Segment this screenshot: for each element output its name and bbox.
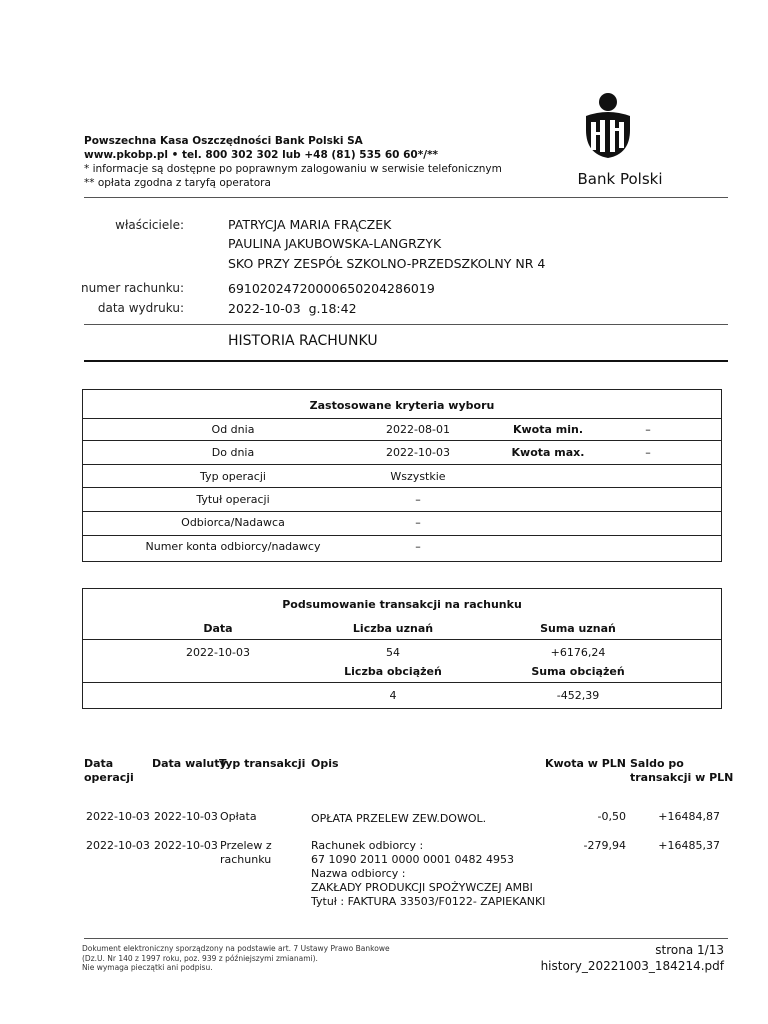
tx-balance: +16484,87	[658, 810, 720, 823]
criteria-value-2: –	[645, 423, 651, 436]
criteria-label: Od dnia	[211, 423, 255, 436]
criteria-label: Do dnia	[211, 446, 255, 459]
criteria-value: –	[415, 493, 421, 506]
bank-note-1: * informacje są dostępne po poprawnym zalogowaniu w serwisie telefonicznym	[84, 163, 502, 175]
footer-legal-1: Dokument elektroniczny sporządzony na podstawie art. 7 Ustawy Prawo Bankowe	[82, 944, 390, 953]
bank-name: Powszechna Kasa Oszczędności Bank Polski SA	[84, 135, 363, 147]
criteria-value: Wszystkie	[390, 470, 446, 483]
summary-credit-sum: +6176,24	[550, 646, 606, 659]
tx-amount: -279,94	[583, 839, 626, 852]
summary-date: 2022-10-03	[186, 646, 250, 659]
col-op-date: Data operacji	[84, 757, 134, 784]
tx-desc: OPŁATA PRZELEW ZEW.DOWOL.	[311, 812, 487, 825]
pko-logo	[560, 92, 680, 192]
col-type: Typ transakcji	[219, 757, 306, 770]
summary-debit-sum: -452,39	[556, 689, 600, 702]
tx-desc: Rachunek odbiorcy : 67 1090 2011 0000 0001 0482 4953 Nazwa odbiorcy : ZAKŁADY PRODUKCJI SPOŻYWCZEJ AMBI Tytuł : FAKTURA 33503/F0122- ZAPIEKANKI	[311, 839, 546, 908]
criteria-label: Odbiorca/Nadawca	[181, 516, 285, 529]
summary-credit-count: 54	[386, 646, 400, 659]
tx-balance: +16485,37	[658, 839, 720, 852]
tx-op-date: 2022-10-03	[86, 810, 150, 823]
summary-col-debit-sum: Suma obciążeń	[531, 665, 625, 678]
criteria-value: 2022-08-01	[386, 423, 450, 436]
col-desc: Opis	[311, 757, 339, 770]
file-name: history_20221003_184214.pdf	[540, 959, 724, 973]
criteria-value: –	[415, 540, 421, 553]
criteria-label: Numer konta odbiorcy/nadawcy	[145, 540, 321, 553]
criteria-value: –	[415, 516, 421, 529]
tx-value-date: 2022-10-03	[154, 839, 218, 852]
criteria-value-2: –	[645, 446, 651, 459]
criteria-box	[82, 389, 722, 562]
col-value-date: Data waluty	[152, 757, 227, 770]
print-date-label: data wydruku:	[97, 301, 184, 315]
tx-amount: -0,50	[597, 810, 626, 823]
divider	[84, 360, 728, 362]
col-amount: Kwota w PLN	[544, 757, 626, 770]
page-number: strona 1/13	[655, 943, 724, 957]
bank-note-2: ** opłata zgodna z taryfą operatora	[84, 177, 271, 189]
criteria-label-2: Kwota max.	[511, 446, 585, 459]
summary-debit-count: 4	[389, 689, 397, 702]
tx-op-date: 2022-10-03	[86, 839, 150, 852]
col-balance: Saldo po transakcji w PLN	[630, 757, 734, 784]
summary-col-credit-count: Liczba uznań	[352, 622, 434, 635]
pko-emblem-icon	[560, 92, 680, 170]
summary-title: Podsumowanie transakcji na rachunku	[282, 598, 522, 611]
print-date: 2022-10-03 g.18:42	[228, 301, 357, 316]
criteria-label: Tytuł operacji	[196, 493, 270, 506]
owner-2: PAULINA JAKUBOWSKA-LANGRZYK	[228, 236, 442, 251]
logo-text: Bank Polski	[577, 170, 663, 188]
criteria-label-2: Kwota min.	[513, 423, 583, 436]
owner-3: SKO PRZY ZESPÓŁ SZKOLNO-PRZEDSZKOLNY NR 4	[228, 256, 546, 271]
criteria-title: Zastosowane kryteria wyboru	[309, 399, 495, 412]
tx-type: Przelew z rachunku	[220, 839, 272, 866]
footer-divider	[84, 938, 728, 939]
divider	[84, 324, 728, 325]
footer-legal-3: Nie wymaga pieczątki ani podpisu.	[82, 963, 213, 972]
tx-value-date: 2022-10-03	[154, 810, 218, 823]
summary-col-debit-count: Liczba obciążeń	[344, 665, 442, 678]
summary-col-date: Data	[203, 622, 233, 635]
bank-header	[84, 134, 502, 190]
account-number: 69102024720000650204286019	[228, 281, 435, 296]
summary-col-credit-sum: Suma uznań	[540, 622, 616, 635]
criteria-label: Typ operacji	[200, 470, 266, 483]
footer-legal-2: (Dz.U. Nr 140 z 1997 roku, poz. 939 z późniejszymi zmianami).	[82, 953, 318, 963]
account-number-label: numer rachunku:	[81, 281, 184, 295]
bank-contact: www.pkobp.pl • tel. 800 302 302 lub +48 (81) 535 60 60*/**	[84, 149, 439, 161]
divider	[84, 197, 728, 198]
owner-1: PATRYCJA MARIA FRĄCZEK	[228, 217, 392, 232]
owners-label: właściciele:	[115, 218, 184, 232]
footer-meta	[541, 942, 724, 974]
criteria-value: 2022-10-03	[386, 446, 450, 459]
page-title: HISTORIA RACHUNKU	[228, 333, 378, 349]
tx-type: Opłata	[220, 810, 257, 823]
footer-legal	[82, 944, 390, 973]
summary-box	[82, 588, 722, 709]
